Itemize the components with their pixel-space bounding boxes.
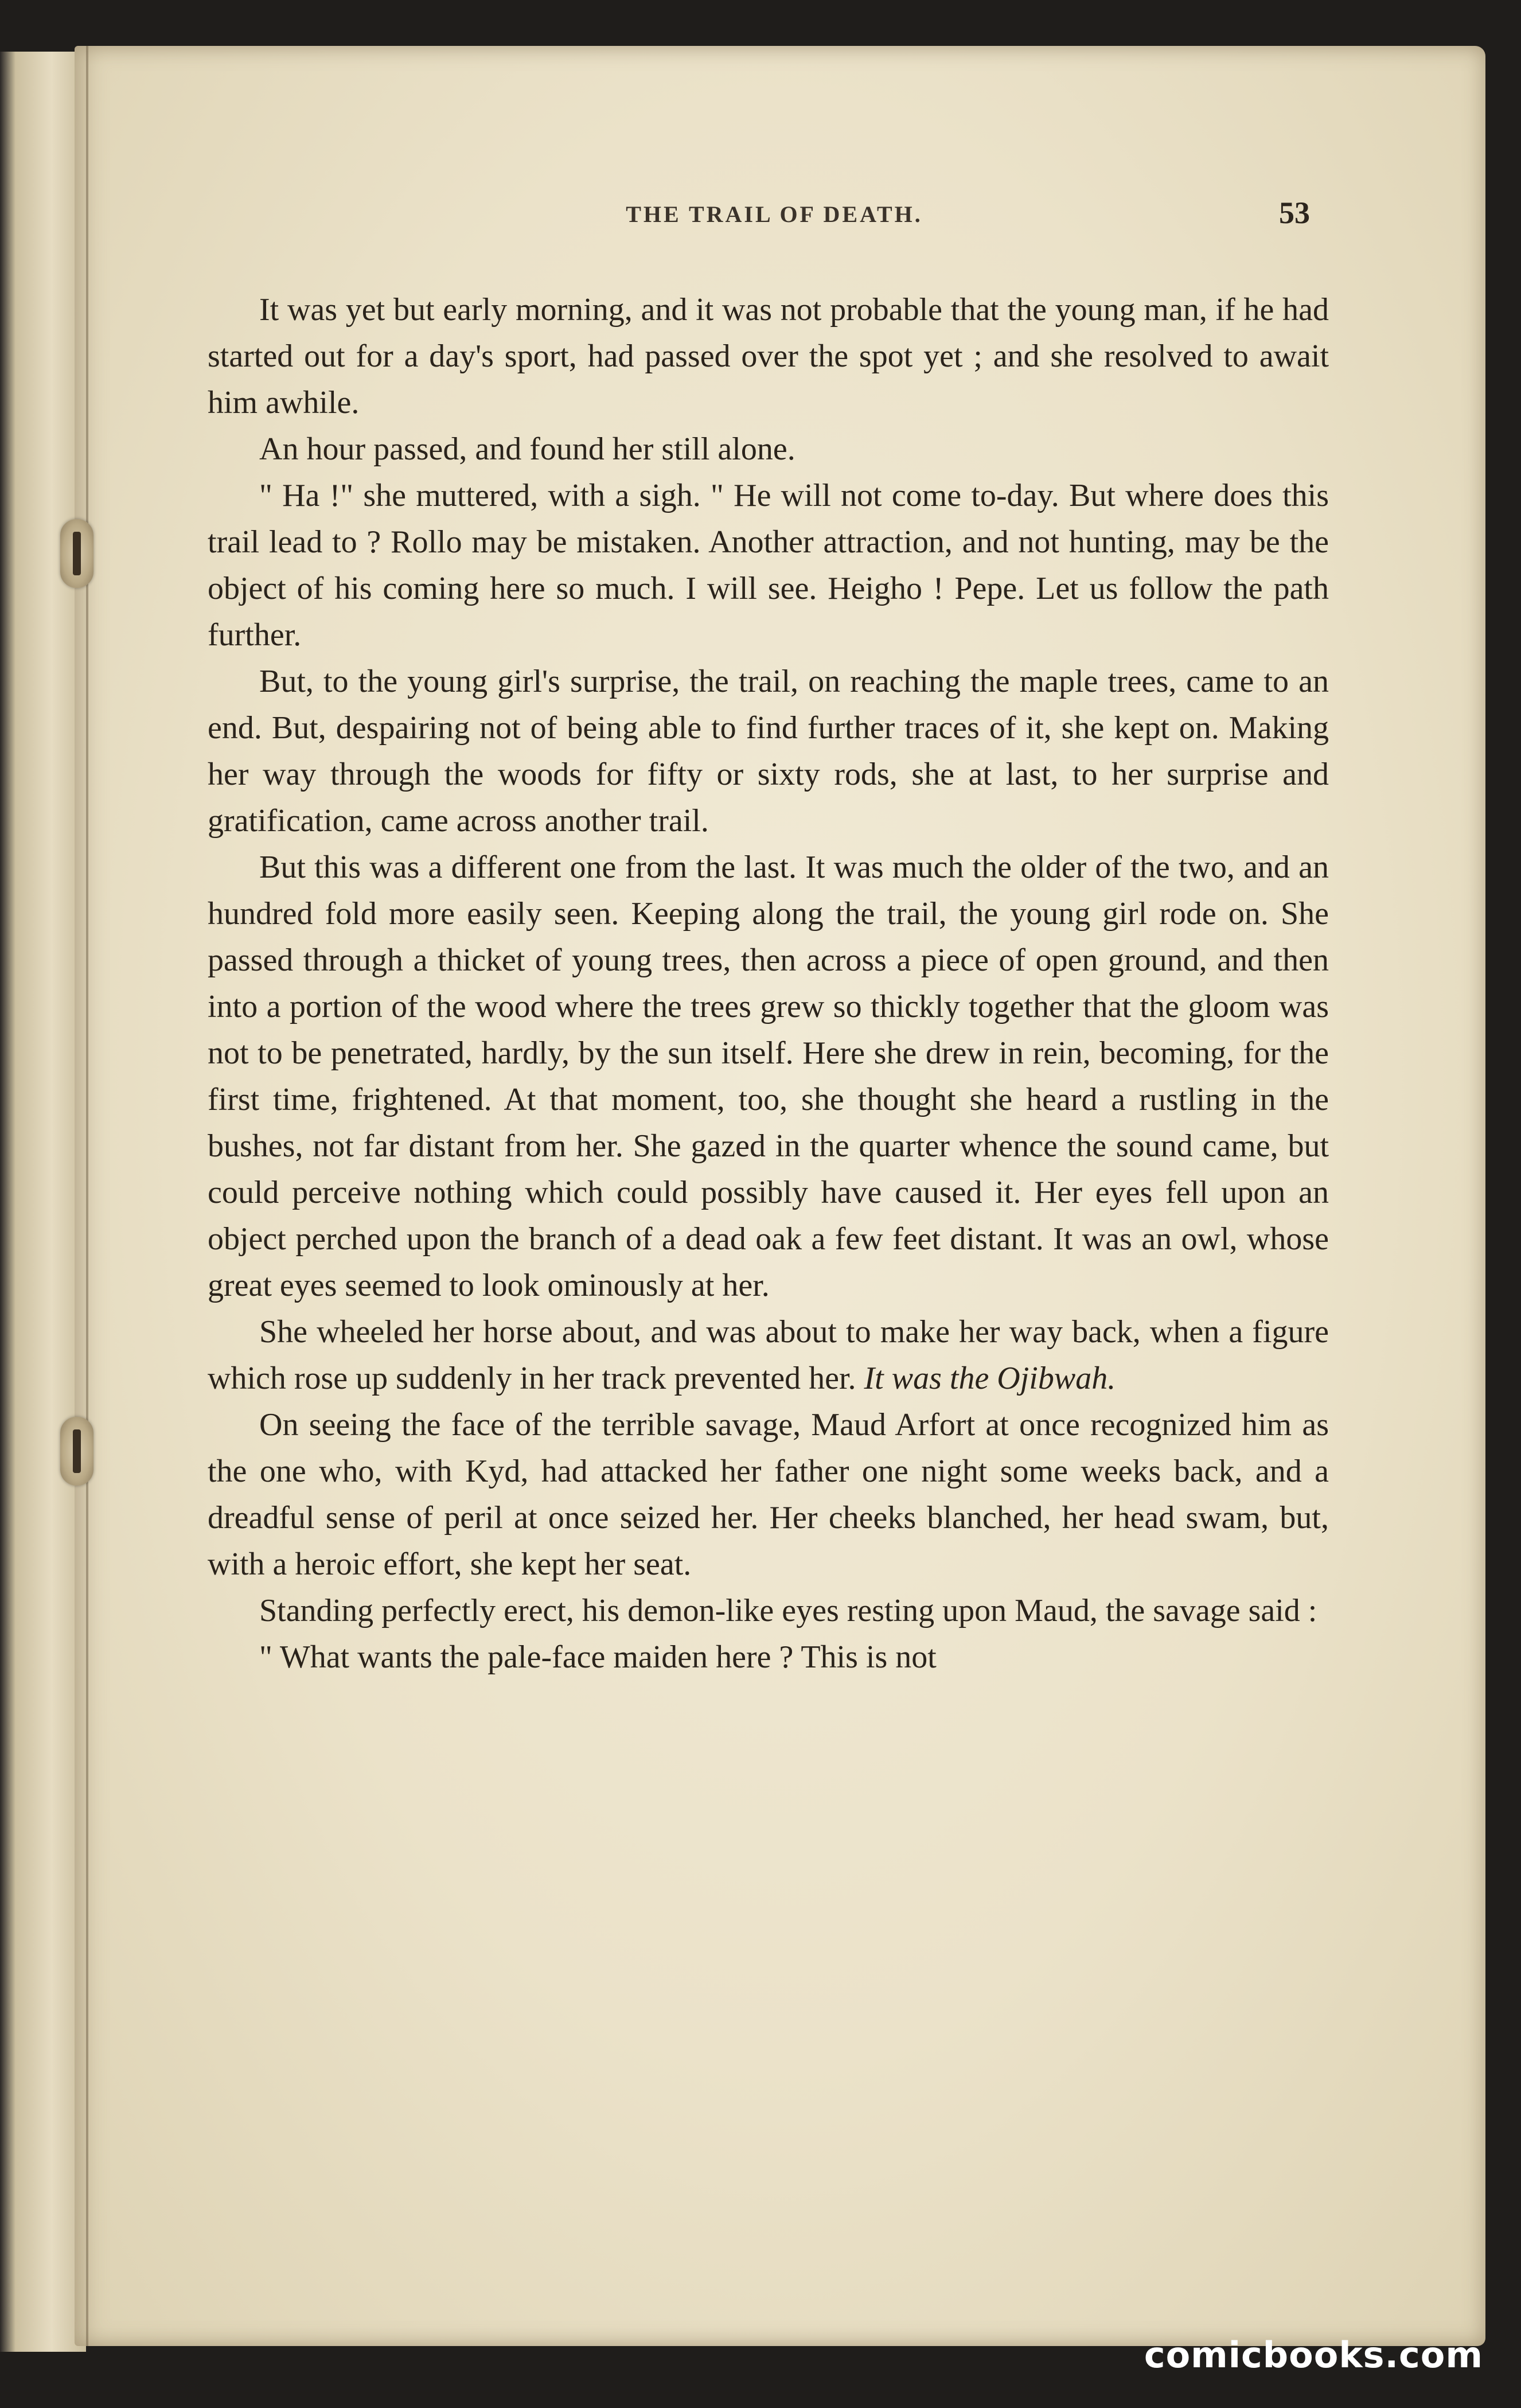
paragraph-5: But this was a different one from the last. It was much the older of the two, and an hundred fold more easily seen. Keeping along the trail, the young girl rode on. She passed through a thicket of young trees, then across a piece of open ground, and then into a portion of the wood where the trees grew so thickly together that the gloom was not to be penetrated, hardly, by the sun itself. Here she drew in rein, becoming, for the first time, frightened. At that moment, too, she thought she heard a rustling in the bushes, not far distant from her. She gazed in the quarter whence the sound came, but could perceive nothing which could possibly have caused it. Her eyes fell upon an object perched upon the branch of a dead oak a few feet distant. It was an owl, whose great eyes seemed to look ominously at her. [208,850,1329,1303]
paragraph-6 [208,1309,1329,1402]
page-number: 53 [1279,196,1310,230]
facing-page-edge [0,52,86,2352]
paragraph-1: It was yet but early morning, and it was not probable that the young man, if he had started out for a day's sport, had passed over the spot yet ; and she resolved to await him awhile. [208,292,1329,420]
body-text [208,287,1329,1681]
paragraph-7: On seeing the face of the terrible savage, Maud Arfort at once recognized him as the one who, with Kyd, had attacked her father one night some weeks back, and a dreadful sense of peril at once seized her. Her cheeks blanched, her head swam, but, with a heroic effort, she kept her seat. [208,1407,1329,1582]
paragraph-9: " What wants the pale-face maiden here ? This is not [259,1639,937,1675]
paragraph-2: An hour passed, and found her still alone. [259,431,795,467]
staple-top [60,519,93,588]
staple-bottom [60,1417,93,1486]
running-head: THE TRAIL OF DEATH. [626,201,923,227]
paragraph-6-text: She wheeled her horse about, and was about to make her way back, when a figure which rose up suddenly in her track prevented her. [208,1314,1329,1396]
staple-bottom-mark [73,1429,81,1473]
italic-sentence: It was the Ojibwah. [864,1361,1116,1396]
paragraph-4: But, to the young girl's surprise, the trail, on reaching the maple trees, came to an end. But, despairing not of being able to find further traces of it, she kept on. Making her way through the woods for fifty or sixty rods, she at last, to her surprise and gratification, came across another trail. [208,664,1329,839]
paragraph-8: Standing perfectly erect, his demon-like eyes resting upon Maud, the savage said : [259,1593,1317,1628]
paragraph-3: " Ha !" she muttered, with a sigh. " He will not come to-day. But where does this trail lead to ? Rollo may be mistaken. Another attraction, and not hunting, may be the object of his coming here so much. I will see. Heigho ! Pepe. Let us follow the path further. [208,478,1329,653]
watermark: comicbooks.com [1144,2334,1483,2376]
binding-gutter [86,46,88,2346]
staple-top-mark [73,532,81,575]
